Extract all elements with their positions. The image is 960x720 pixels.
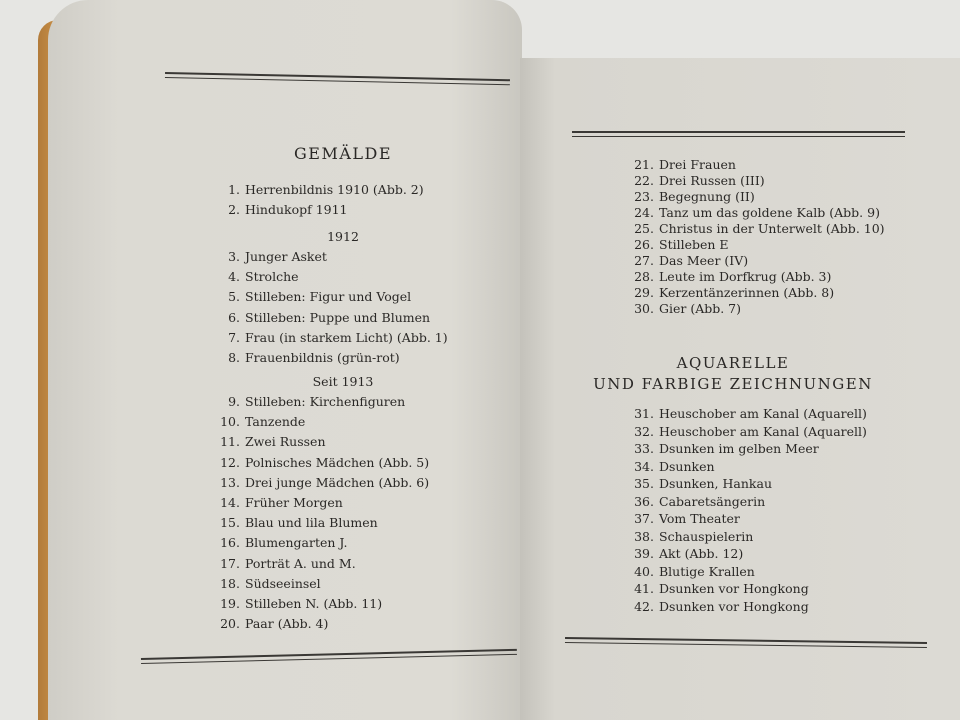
list-item [212, 202, 348, 218]
list-item [212, 556, 356, 572]
item-title: Dsunken vor Hongkong [659, 581, 809, 596]
item-title: Drei Russen (III) [659, 173, 765, 188]
list-item [212, 616, 328, 632]
list-item [212, 269, 299, 285]
list-item [620, 599, 809, 615]
item-number: 11. [220, 434, 240, 450]
list-item [620, 494, 765, 510]
list-item [620, 157, 736, 173]
list-item [620, 269, 831, 285]
item-number: 30. [634, 301, 654, 316]
right-top-rule [572, 131, 905, 137]
item-number: 1. [228, 182, 240, 197]
item-number: 2. [228, 202, 240, 218]
item-title: Stilleben E [659, 237, 729, 252]
list-item [620, 173, 765, 189]
item-title: Begegnung (II) [659, 189, 755, 204]
item-title: Paar (Abb. 4) [245, 616, 329, 632]
list-item [620, 529, 753, 545]
list-item [212, 249, 327, 265]
item-number: 33. [634, 441, 654, 456]
item-number: 8. [228, 350, 240, 365]
list-item [620, 424, 867, 440]
item-number: 9. [228, 394, 240, 409]
item-title: Drei Frauen [659, 157, 736, 172]
item-number: 37. [634, 511, 654, 526]
list-item [620, 253, 748, 269]
item-title: Hindukopf 1911 [245, 202, 348, 218]
list-item [212, 535, 347, 551]
item-title: Cabaretsängerin [659, 493, 766, 509]
item-number: 36. [634, 493, 654, 509]
item-title: Dsunken im gelben Meer [659, 441, 819, 456]
list-item [212, 576, 321, 592]
list-item [620, 459, 715, 475]
item-title: Zwei Russen [245, 434, 326, 450]
list-item [212, 310, 430, 326]
item-number: 32. [634, 423, 654, 439]
item-number: 10. [220, 414, 240, 430]
item-title: Dsunken [659, 458, 715, 474]
item-number: 29. [634, 285, 654, 300]
item-number: 34. [634, 458, 654, 474]
item-title: Polnisches Mädchen (Abb. 5) [245, 454, 430, 470]
list-item [620, 189, 755, 205]
list-item [620, 476, 772, 492]
item-number: 14. [220, 495, 240, 510]
item-number: 19. [220, 596, 240, 611]
list-item [620, 511, 740, 527]
item-number: 23. [634, 189, 654, 204]
list-item [212, 394, 405, 410]
section-title-gemaelde: GEMÄLDE [293, 144, 393, 163]
item-number: 25. [634, 221, 654, 236]
item-title: Herrenbildnis 1910 (Abb. 2) [245, 182, 424, 197]
item-title: Christus in der Unterwelt (Abb. 10) [659, 221, 885, 236]
list-item [212, 515, 378, 531]
list-item [620, 237, 729, 253]
list-item [620, 581, 809, 597]
item-number: 15. [220, 515, 240, 531]
item-title: Schauspielerin [659, 528, 754, 544]
item-title: Blau und lila Blumen [245, 515, 378, 531]
list-item [212, 596, 382, 612]
item-title: Früher Morgen [245, 495, 343, 510]
list-item [620, 221, 885, 237]
list-item [212, 330, 448, 346]
year-heading: Seit 1913 [312, 374, 374, 389]
item-title: Porträt A. und M. [245, 555, 356, 571]
item-title: Stilleben N. (Abb. 11) [245, 596, 383, 611]
item-title: Blumengarten J. [245, 535, 348, 551]
item-title: Akt (Abb. 12) [659, 546, 744, 561]
item-number: 35. [634, 476, 654, 491]
item-number: 21. [634, 157, 654, 172]
item-title: Stilleben: Kirchenfiguren [245, 394, 406, 409]
item-number: 41. [634, 581, 654, 596]
item-title: Drei junge Mädchen (Abb. 6) [245, 474, 430, 490]
section-title-aquarelle: AQUARELLE [676, 354, 790, 372]
list-item [620, 406, 867, 422]
list-item [212, 182, 424, 198]
item-number: 42. [634, 598, 654, 614]
item-number: 39. [634, 546, 654, 561]
list-item [620, 546, 743, 562]
item-number: 38. [634, 528, 654, 544]
list-item [620, 285, 834, 301]
list-item [620, 441, 819, 457]
item-title: Frauenbildnis (grün-rot) [245, 350, 400, 365]
item-number: 16. [220, 535, 240, 551]
item-title: Südseeinsel [245, 575, 321, 591]
item-title: Leute im Dorfkrug (Abb. 3) [659, 269, 832, 284]
year-heading: 1912 [327, 229, 359, 244]
list-item [212, 455, 429, 471]
section-title-zeichnungen: UND FARBIGE ZEICHNUNGEN [593, 375, 873, 393]
item-number: 6. [228, 309, 240, 325]
item-title: Frau (in starkem Licht) (Abb. 1) [245, 329, 448, 345]
item-title: Vom Theater [659, 511, 740, 526]
list-item [212, 495, 343, 511]
list-item [620, 564, 755, 580]
item-number: 31. [634, 406, 654, 421]
item-number: 4. [228, 269, 240, 285]
list-item [212, 414, 305, 430]
item-number: 3. [228, 249, 240, 264]
item-number: 5. [228, 289, 240, 305]
item-number: 28. [634, 269, 654, 284]
item-number: 40. [634, 563, 654, 579]
list-item [212, 434, 326, 450]
item-title: Blutige Krallen [659, 563, 755, 579]
item-title: Stilleben: Puppe und Blumen [245, 309, 431, 325]
item-title: Heuschober am Kanal (Aquarell) [659, 423, 867, 439]
item-number: 18. [220, 575, 240, 591]
item-title: Tanzende [245, 414, 306, 430]
item-number: 17. [220, 555, 240, 571]
item-title: Kerzentänzerinnen (Abb. 8) [659, 285, 835, 300]
item-number: 20. [220, 616, 240, 632]
item-title: Junger Asket [245, 249, 327, 264]
item-title: Das Meer (IV) [659, 253, 749, 268]
item-title: Strolche [245, 269, 299, 285]
list-item [212, 350, 400, 366]
item-title: Dsunken, Hankau [659, 476, 772, 491]
item-number: 13. [220, 474, 240, 490]
list-item [620, 205, 880, 221]
item-number: 22. [634, 173, 654, 188]
item-number: 24. [634, 205, 654, 220]
item-number: 27. [634, 253, 654, 268]
item-title: Dsunken vor Hongkong [659, 598, 809, 614]
item-title: Stilleben: Figur und Vogel [245, 289, 412, 305]
item-title: Tanz um das goldene Kalb (Abb. 9) [659, 205, 880, 220]
list-item [212, 289, 411, 305]
item-title: Gier (Abb. 7) [659, 301, 742, 316]
list-item [620, 301, 741, 317]
item-number: 26. [634, 237, 654, 252]
item-title: Heuschober am Kanal (Aquarell) [659, 406, 867, 421]
item-number: 7. [228, 329, 240, 345]
item-number: 12. [220, 454, 240, 470]
list-item [212, 475, 429, 491]
